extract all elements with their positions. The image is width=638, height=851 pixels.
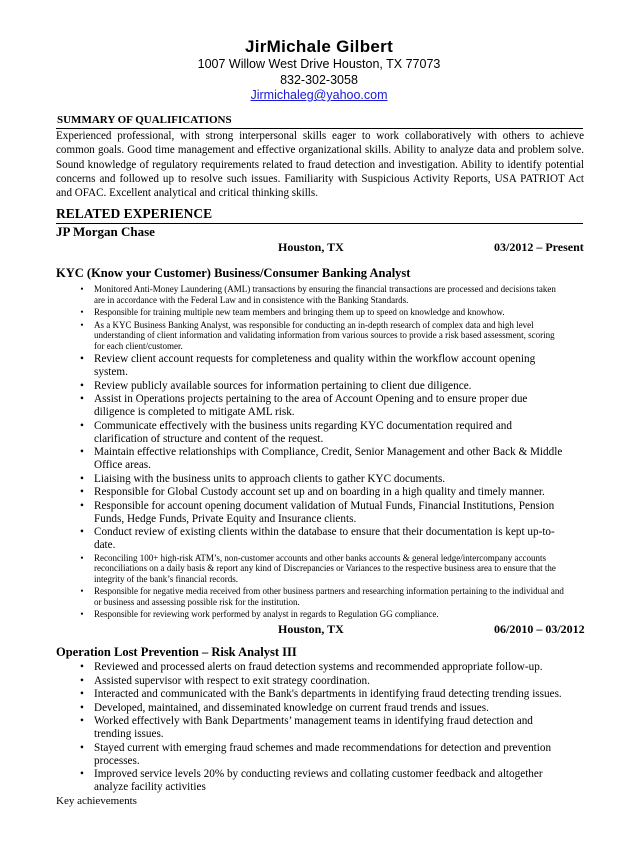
key-achievements-label: Key achievements <box>56 795 137 807</box>
job1-bullet-list <box>75 284 565 622</box>
bullet-icon: • <box>80 486 84 498</box>
bullet-icon: • <box>80 586 84 596</box>
list-item: • Developed, maintained, and disseminated knowledge on current fraud trends and issues. <box>75 702 565 715</box>
list-item: • Responsible for Global Custody account set up and on boarding in a high quality and timely manner. <box>75 486 565 499</box>
list-item: • Improved service levels 20% by conducting reviews and collating customer feedback and altogether analyze facility activities <box>75 768 565 794</box>
list-item: • Interacted and communicated with the Bank's departments in identifying fraud detecting trending issues. <box>75 688 565 701</box>
job2-location: Houston, TX <box>278 622 344 636</box>
bullet-icon: • <box>80 319 84 330</box>
list-item: • As a KYC Business Banking Analyst, was responsible for conducting an in-depth research of complex data and high level understanding of client information and validating information from various sources to provide a risk based assessment, scoring for each client/customer. <box>75 320 565 352</box>
list-item: • Communicate effectively with the business units regarding KYC documentation required and clarification of structure and content of the request. <box>75 420 565 446</box>
bullet-icon: • <box>80 768 84 780</box>
section-heading-experience: RELATED EXPERIENCE <box>56 206 213 221</box>
company-name: JP Morgan Chase <box>56 224 155 239</box>
job2-bullet-list <box>75 661 565 795</box>
job2-dates: 06/2010 – 03/2012 <box>494 622 585 636</box>
list-item: • Responsible for reviewing work performed by analyst in regards to Regulation GG compliance. <box>75 609 565 620</box>
bullet-icon: • <box>80 419 84 432</box>
bullet-icon: • <box>80 688 84 700</box>
bullet-icon: • <box>80 284 84 294</box>
candidate-name: JirMichale Gilbert <box>244 37 394 56</box>
job1-dates: 03/2012 – Present <box>494 240 584 254</box>
bullet-icon: • <box>80 353 84 365</box>
address: 1007 Willow West Drive Houston, TX 77073 <box>197 57 441 71</box>
bullet-icon: • <box>80 499 84 512</box>
list-item: • Assist in Operations projects pertaining to the area of Account Opening and to ensure proper due diligence is completed to mitigate AML risk. <box>75 393 565 419</box>
bullet-icon: • <box>80 674 84 687</box>
summary-heading: SUMMARY OF QUALIFICATIONS <box>57 114 232 126</box>
phone-number: 832-302-3058 <box>280 73 358 87</box>
bullet-icon: • <box>80 741 84 754</box>
job1-title: KYC (Know your Customer) Business/Consumer Banking Analyst <box>56 266 411 280</box>
list-item: • Liaising with the business units to approach clients to gather KYC documents. <box>75 473 565 486</box>
bullet-icon: • <box>80 526 84 538</box>
bullet-icon: • <box>80 609 84 619</box>
list-item: • Reviewed and processed alerts on fraud detection systems and recommended appropriate follow-up. <box>75 661 565 674</box>
list-item: • Responsible for training multiple new team members and bringing them up to speed on knowledge and knowhow. <box>75 307 565 318</box>
job2-title: Operation Lost Prevention – Risk Analyst III <box>56 645 297 659</box>
list-item: • Conduct review of existing clients within the database to ensure that their documentation is kept up-to-date. <box>75 526 565 552</box>
email-link[interactable]: Jirmichaleg@yahoo.com <box>250 88 388 102</box>
bullet-icon: • <box>80 446 84 458</box>
list-item: • Assisted supervisor with respect to exit strategy coordination. <box>75 675 565 688</box>
bullet-icon: • <box>80 393 84 405</box>
bullet-icon: • <box>80 701 84 714</box>
list-item: • Worked effectively with Bank Departments’ management teams in identifying fraud detection and trending issues. <box>75 715 565 741</box>
bullet-icon: • <box>80 472 84 485</box>
bullet-icon: • <box>80 379 84 392</box>
list-item: • Monitored Anti-Money Laundering (AML) transactions by ensuring the financial transactions are processed and decisions taken are in accordance with the Federal Law and in consistence with the Banking Standards. <box>75 284 565 305</box>
list-item: • Review client account requests for completeness and quality within the workflow account opening system. <box>75 353 565 379</box>
bullet-icon: • <box>80 552 84 563</box>
bullet-icon: • <box>80 715 84 727</box>
bullet-icon: • <box>80 661 84 673</box>
list-item: • Responsible for negative media received from other business partners and researching information pertaining to the individual and or business and assessing possible risk for the institution. <box>75 586 565 607</box>
list-item: • Review publicly available sources for information pertaining to client due diligence. <box>75 380 565 393</box>
bullet-icon: • <box>80 307 84 317</box>
job1-location: Houston, TX <box>278 240 344 254</box>
list-item: • Maintain effective relationships with Compliance, Credit, Senior Management and other Back & Middle Office areas. <box>75 446 565 472</box>
list-item: • Responsible for account opening document validation of Mutual Funds, Financial Institutions, Pension Funds, Hedge Funds, Private Equity and Insurance clients. <box>75 500 565 526</box>
list-item: • Reconciling 100+ high-risk ATM’s, non-customer accounts and other banks accounts & general ledge/intercompany accounts reconciliations on a daily basis & report any kind of Discrepancies or Variances to the respective business area to ensure that the integrity of the bank’s financial records. <box>75 553 565 585</box>
list-item: • Stayed current with emerging fraud schemes and made recommendations for detection and prevention processes. <box>75 742 565 768</box>
summary-text: Experienced professional, with strong interpersonal skills eager to work collaboratively with others to achieve common goals. Good time management and effective organizational skills. Ability to analyze data and problem solve. Sound knowledge of regulatory requirements related to fraud detection and investigation. Ability to identify potential concerns and followed up to resolve such issues. Familiarity with Suspicious Activity Reports, USA PATRIOT Act and OFAC. Excellent analytical and critical thinking skills. <box>56 130 584 200</box>
